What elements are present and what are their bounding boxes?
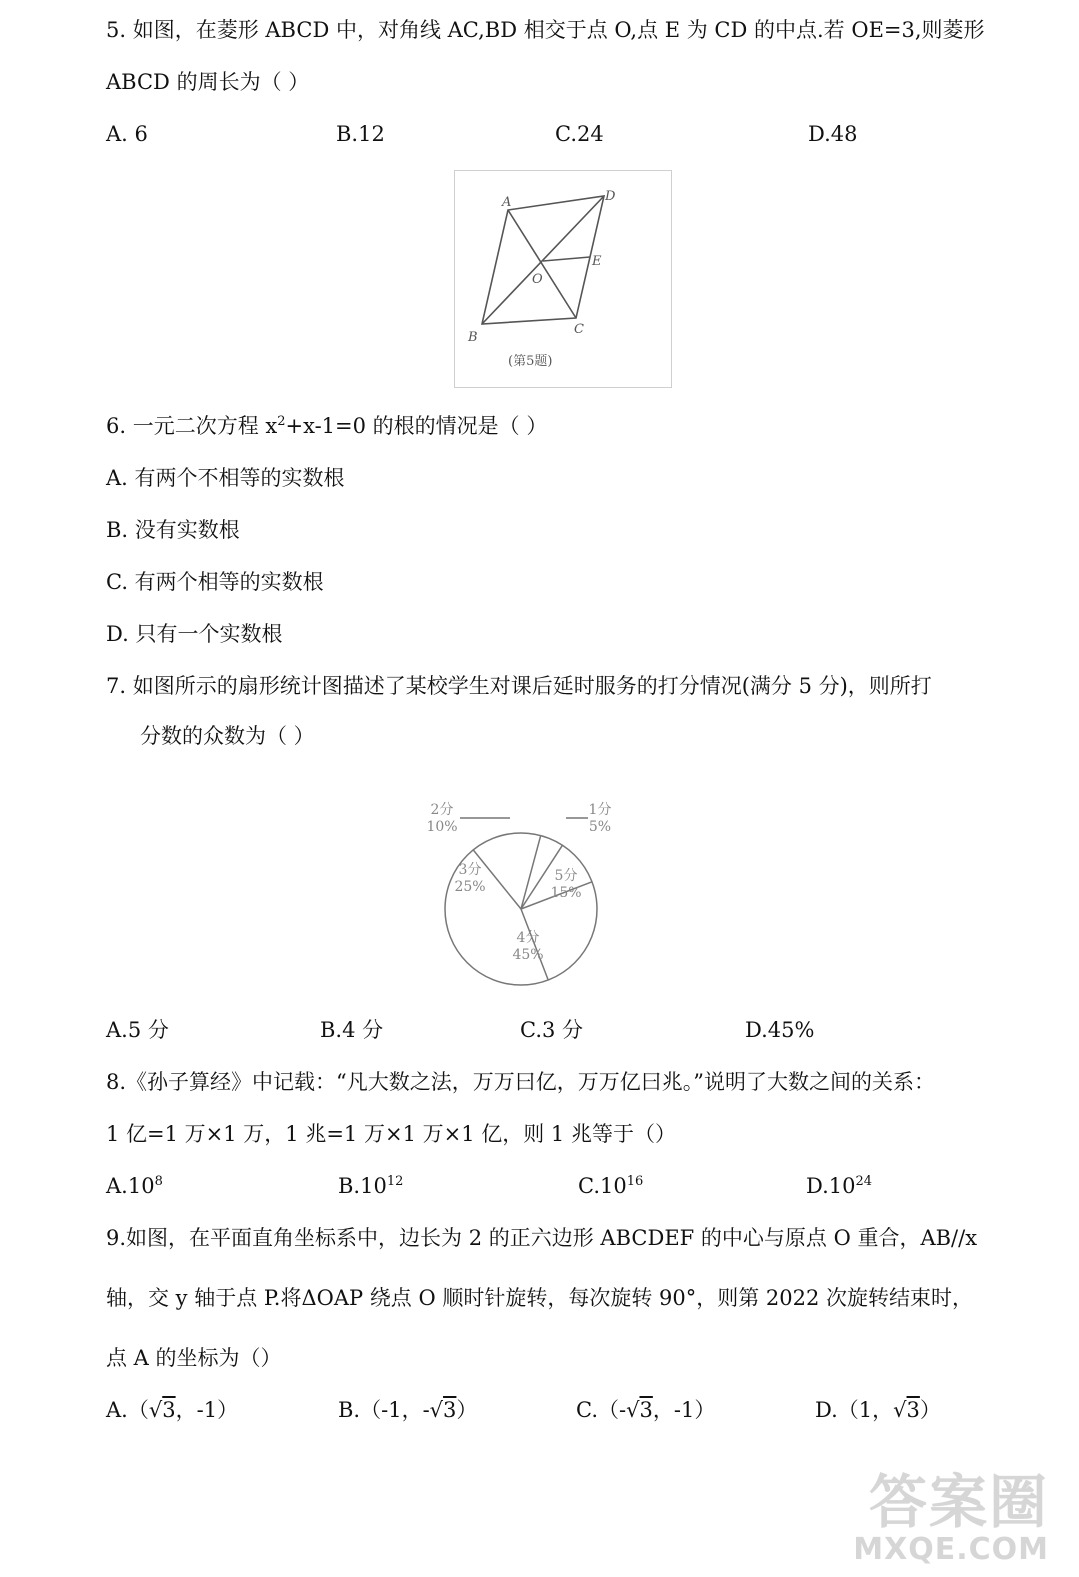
pie-slice-label: 2分 10% [426,802,458,835]
q6-option-a: A. 有两个不相等的实数根 [106,466,345,490]
q8-option-b: $B.10^{12}$ [338,1174,404,1198]
q6-option-b: B. 没有实数根 [106,518,240,542]
q5-option-c: C.24 [555,122,604,146]
q8-stem-line1: 8.《孙子算经》中记载：“凡大数之法，万万曰亿，万万亿曰兆。”说明了大数之间的关系： [106,1070,936,1094]
label-a: A [502,195,512,210]
q5-option-b: B.12 [336,122,385,146]
q9-option-b: B.（-1，-√3） [338,1398,478,1422]
label-b: B [468,330,478,345]
q7-option-b: B.4 分 [320,1018,384,1042]
pie-slice-label: 5分 15% [550,868,582,901]
q6-stem: 6. 一元二次方程 $x^2+x-1=0$ 的根的情况是（ ） [106,414,548,438]
q5-stem-line2: ABCD 的周长为（ ） [106,70,310,94]
label-d: D [605,189,616,204]
watermark-site: MXQE.COM [853,1532,1049,1567]
pie-chart [420,792,650,1002]
watermark-logo: 答案圈 [868,1468,1049,1536]
q5-option-a: A. 6 [106,122,148,146]
q7-option-c: C.3 分 [520,1018,584,1042]
label-c: C [574,322,584,337]
q9-stem-line2: 轴，交 y 轴于点 P.将ΔOAP 绕点 O 顺时针旋转，每次旋转 90°，则第 2022 次旋转结束时， [106,1286,974,1310]
q8-option-c: $C.10^{16}$ [578,1174,644,1198]
q8-option-d: $D.10^{24}$ [806,1174,873,1198]
figure-caption: (第5题) [508,354,553,369]
label-o: O [532,272,543,287]
rhombus-figure [454,170,672,388]
q8-stem-line2: 1 亿=1 万×1 万，1 兆=1 万×1 万×1 亿，则 1 兆等于（） [106,1122,676,1146]
pie-slice-label: 1分 5% [588,802,612,835]
q7-stem-line1: 7. 如图所示的扇形统计图描述了某校学生对课后延时服务的打分情况(满分 5 分)，则所打 [106,674,932,698]
q9-stem-line1: 9.如图，在平面直角坐标系中，边长为 2 的正六边形 ABCDEF 的中心与原点 O 重合，AB//x [106,1226,978,1250]
q9-option-d: D.（1，√3） [815,1398,941,1422]
q8-option-a: $A.10^8$ [106,1174,163,1198]
pie-slice-label: 4分 45% [512,930,544,963]
q9-option-a: A.（√3，-1） [106,1398,239,1422]
q5-option-d: D.48 [808,122,858,146]
pie-slice-label: 3分 25% [454,862,486,895]
q6-option-d: D. 只有一个实数根 [106,622,283,646]
pie-slice-boundary [521,836,541,909]
q9-option-c: C.（-√3，-1） [576,1398,716,1422]
q7-option-d: D.45% [745,1018,815,1042]
q7-option-a: A.5 分 [106,1018,169,1042]
q7-stem-line2: 分数的众数为（ ） [140,724,315,748]
q9-stem-line3: 点 A 的坐标为（） [106,1346,282,1370]
watermark [853,1468,1049,1567]
q5-stem-line1: 5. 如图，在菱形 ABCD 中，对角线 AC,BD 相交于点 O,点 E 为 CD 的中点.若 OE=3,则菱形 [106,18,985,42]
q6-option-c: C. 有两个相等的实数根 [106,570,324,594]
label-e: E [592,254,602,269]
